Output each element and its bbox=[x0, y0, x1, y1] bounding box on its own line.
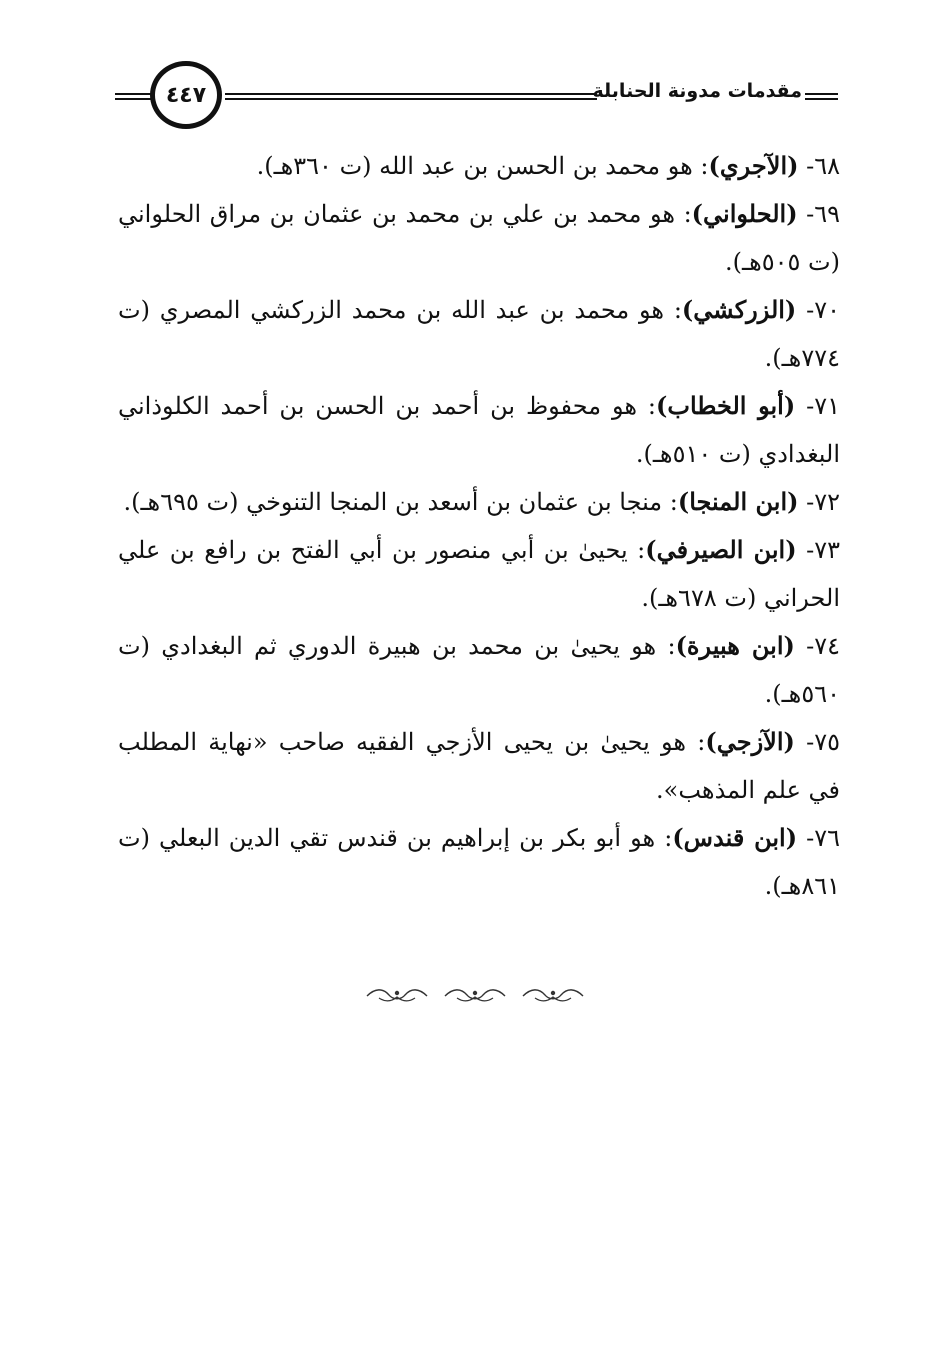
entry-76 bbox=[118, 814, 840, 910]
entry-text: : هو يحيىٰ بن محمد بن هبيرة الدوري ثم البغدادي (ت ٥٦٠هـ). bbox=[118, 632, 840, 708]
page-number: ٤٤٧ bbox=[150, 61, 222, 129]
floral-divider-icon bbox=[365, 984, 585, 1006]
entry-name: (الآزجي) bbox=[705, 727, 795, 756]
entry-number: ٧١- bbox=[795, 392, 840, 420]
entry-number: ٦٩- bbox=[797, 200, 840, 228]
entry-text: : هو محمد بن عبد الله بن محمد الزركشي المصري (ت ٧٧٤هـ). bbox=[118, 296, 840, 372]
entry-text: : هو يحيىٰ بن يحيى الأزجي الفقيه صاحب «نهاية المطلب في علم المذهب». bbox=[118, 728, 840, 804]
entry-name: (الآجري) bbox=[708, 151, 799, 180]
entry-name: (الحلواني) bbox=[691, 199, 798, 228]
ornament-motif-icon bbox=[443, 986, 507, 1004]
entry-text: : هو محمد بن الحسن بن عبد الله (ت ٣٦٠هـ). bbox=[256, 152, 709, 180]
entry-74 bbox=[118, 622, 840, 718]
entry-name: (ابن الصيرفي) bbox=[645, 535, 797, 564]
entry-number: ٧٠- bbox=[796, 296, 840, 324]
entry-number: ٧٤- bbox=[794, 632, 840, 660]
header-rule-right bbox=[805, 93, 838, 100]
entry-text: : هو أبو بكر بن إبراهيم بن قندس تقي الدين البعلي (ت ٨٦١هـ). bbox=[118, 824, 840, 900]
entry-number: ٧٣- bbox=[796, 536, 840, 564]
entry-number: ٦٨- bbox=[798, 152, 840, 180]
entry-name: (ابن المنجا) bbox=[677, 487, 799, 516]
page-header bbox=[0, 0, 950, 140]
entry-name: (ابن قندس) bbox=[672, 823, 798, 852]
entry-72 bbox=[118, 478, 840, 526]
header-rule-middle bbox=[225, 93, 597, 100]
entry-68 bbox=[118, 142, 840, 190]
entries-list bbox=[118, 142, 840, 910]
entry-69 bbox=[118, 190, 840, 286]
entry-text: : هو محفوظ بن أحمد بن الحسن بن أحمد الكلوذاني البغدادي (ت ٥١٠هـ). bbox=[118, 392, 840, 468]
entry-name: (ابن هبيرة) bbox=[675, 631, 795, 660]
entry-text: : منجا بن عثمان بن أسعد بن المنجا التنوخي (ت ٦٩٥هـ). bbox=[123, 488, 678, 516]
entry-number: ٧٥- bbox=[794, 728, 840, 756]
ornament-motif-icon bbox=[365, 986, 429, 1004]
header-rule-left bbox=[115, 93, 153, 100]
entry-71 bbox=[118, 382, 840, 478]
running-title: مقدمات مدونة الحنابلة bbox=[592, 80, 802, 102]
entry-number: ٧٢- bbox=[798, 488, 840, 516]
entry-70 bbox=[118, 286, 840, 382]
entry-name: (الزركشي) bbox=[681, 295, 797, 324]
entry-73 bbox=[118, 526, 840, 622]
entry-name: (أبو الخطاب) bbox=[656, 391, 796, 420]
entry-text: : هو محمد بن علي بن محمد بن عثمان بن مراق الحلواني (ت ٥٠٥هـ). bbox=[118, 200, 840, 276]
entry-text: : يحيىٰ بن أبي منصور بن أبي الفتح بن رافع بن علي الحراني (ت ٦٧٨هـ). bbox=[118, 536, 840, 612]
entry-75 bbox=[118, 718, 840, 814]
ornament-motif-icon bbox=[521, 986, 585, 1004]
entry-number: ٧٦- bbox=[797, 824, 840, 852]
